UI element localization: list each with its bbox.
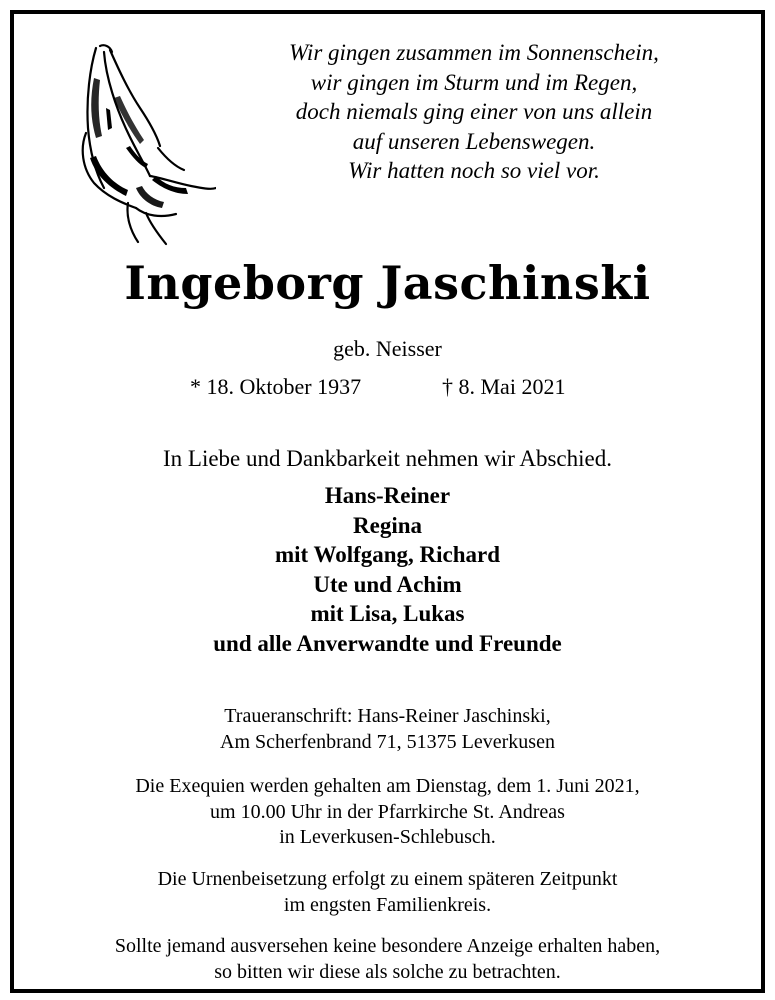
- poem-line: wir gingen im Sturm und im Regen,: [310, 69, 638, 95]
- farewell-text: In Liebe und Dankbarkeit nehmen wir Abschied.: [162, 446, 612, 471]
- urn-line: Die Urnenbeisetzung erfolgt zu einem späteren Zeitpunkt: [157, 868, 618, 890]
- mourner-line: mit Lisa, Lukas: [310, 601, 465, 626]
- poem-line: doch niemals ging einer von uns allein: [295, 99, 653, 124]
- deceased-name: Ingeborg Jaschinski: [124, 256, 651, 310]
- notice-text: [14, 934, 761, 985]
- maiden-name: geb. Neisser: [333, 336, 442, 361]
- mourner-line: und alle Anverwandte und Freunde: [213, 630, 562, 656]
- poem-line: Wir gingen zusammen im Sonnenschein,: [289, 40, 659, 65]
- obituary-frame: [10, 10, 765, 993]
- birth-date: * 18. Oktober 1937: [190, 374, 362, 399]
- urn-line: im engsten Familienkreis.: [283, 893, 492, 916]
- exequien-line: Die Exequien werden gehalten am Dienstag, dem 1. Juni 2021,: [135, 775, 640, 797]
- mourning-address: [14, 704, 761, 755]
- notice-line: Sollte jemand ausversehen keine besondere Anzeige erhalten haben,: [114, 935, 661, 957]
- praying-hands-icon: [66, 38, 216, 248]
- urn-burial-info: [14, 867, 761, 918]
- poem: [214, 38, 734, 186]
- exequien-line: in Leverkusen-Schlebusch.: [279, 826, 496, 848]
- mourners-list: [14, 481, 761, 658]
- mourner-line: Regina: [353, 512, 422, 538]
- mourner-line: Ute und Achim: [313, 571, 462, 597]
- death-date: † 8. Mai 2021: [442, 374, 566, 399]
- mourner-line: Hans-Reiner: [324, 483, 451, 508]
- exequien-line: um 10.00 Uhr in der Pfarrkirche St. Andreas: [210, 800, 565, 823]
- address-line: Am Scherfenbrand 71, 51375 Leverkusen: [220, 730, 555, 753]
- mourner-line: mit Wolfgang, Richard: [274, 542, 501, 567]
- address-line: Traueranschrift: Hans-Reiner Jaschinski,: [224, 705, 551, 727]
- notice-line: so bitten wir diese als solche zu betrachten.: [214, 960, 561, 983]
- poem-line: auf unseren Lebenswegen.: [352, 128, 596, 154]
- poem-line: Wir hatten noch so viel vor.: [348, 158, 600, 183]
- exequien-info: [14, 774, 761, 851]
